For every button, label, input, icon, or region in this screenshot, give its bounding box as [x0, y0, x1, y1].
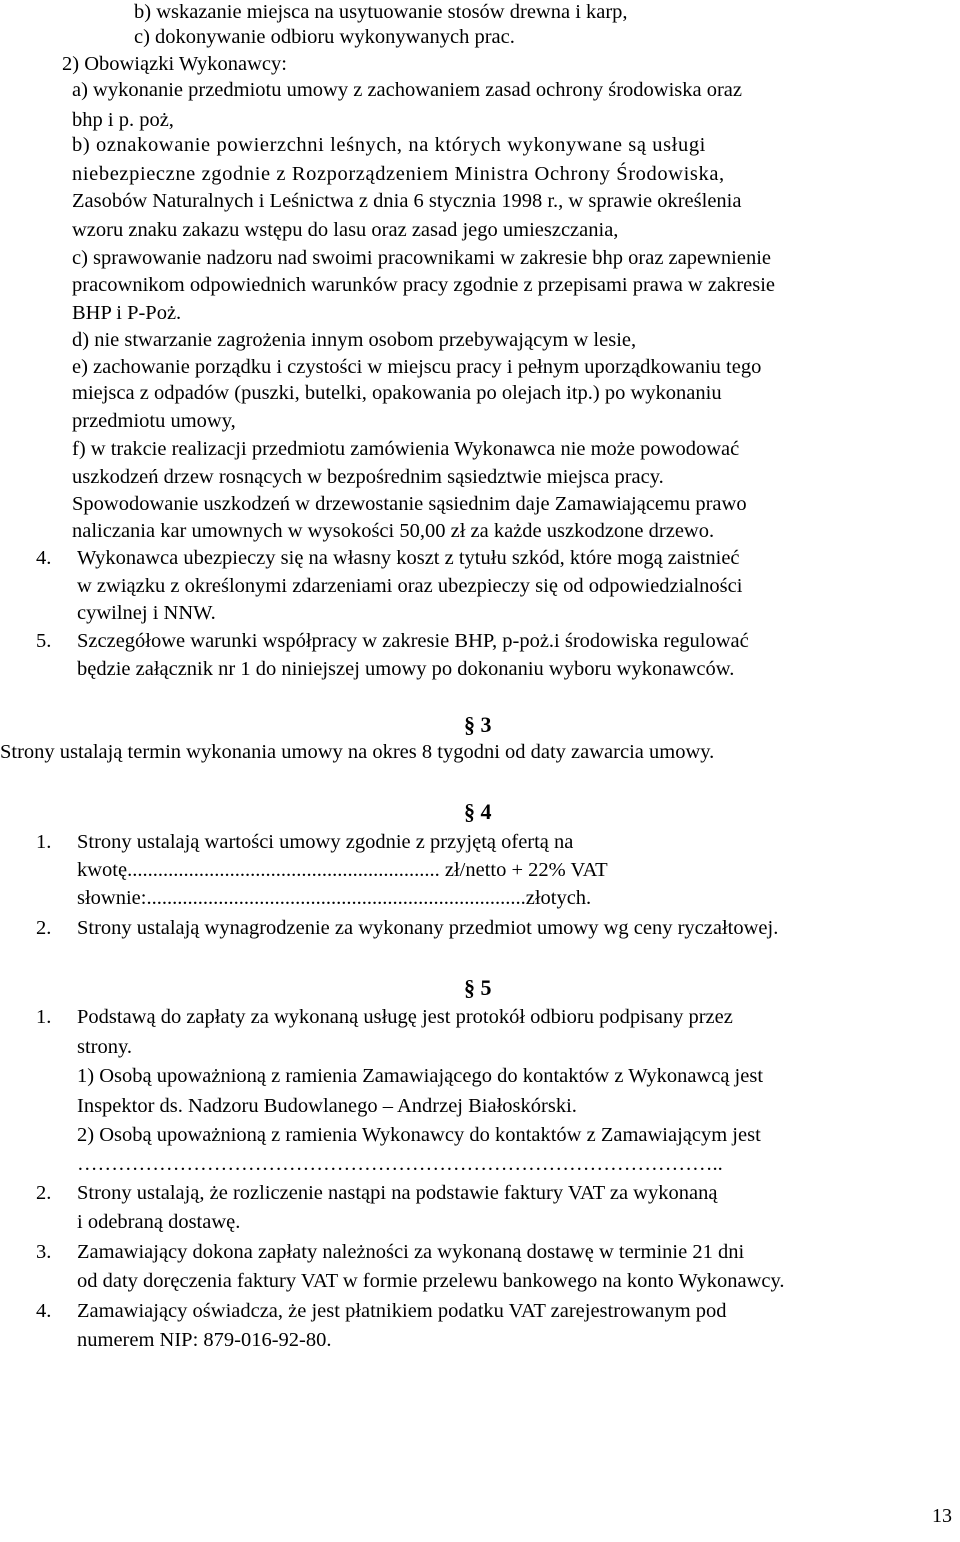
text-line: BHP i P-Poż.	[72, 302, 182, 324]
page-number: 13	[932, 1505, 952, 1527]
text-line: Zamawiający dokona zapłaty należności za wykonaną dostawę w terminie 21 dni	[77, 1241, 745, 1263]
text-line: Strony ustalają termin wykonania umowy na okres 8 tygodni od daty zawarcia umowy.	[0, 741, 715, 763]
text-line: przedmiotu umowy,	[72, 410, 236, 432]
text-line: słownie:..........................................................................złotych.	[77, 887, 592, 909]
text-line: naliczania kar umownych w wysokości 50,00 zł za każde uszkodzone drzewo.	[72, 520, 715, 542]
text-line: 2.	[36, 1182, 52, 1204]
text-line: w związku z określonymi zdarzeniami oraz ubezpieczy się od odpowiedzialności	[77, 575, 743, 597]
text-line: Podstawą do zapłaty za wykonaną usługę jest protokół odbioru podpisany przez	[77, 1006, 733, 1028]
text-line: d) nie stwarzanie zagrożenia innym osobom przebywającym w lesie,	[72, 329, 637, 351]
text-line: 4.	[36, 1300, 52, 1322]
text-line: strony.	[77, 1036, 133, 1058]
text-line: pracownikom odpowiednich warunków pracy zgodnie z przepisami prawa w zakresie	[72, 274, 776, 296]
text-line: Zasobów Naturalnych i Leśnictwa z dnia 6 stycznia 1998 r., w sprawie określenia	[72, 190, 742, 212]
text-line: b) oznakowanie powierzchni leśnych, na których wykonywane są usługi	[72, 134, 706, 156]
text-line: f) w trakcie realizacji przedmiotu zamówienia Wykonawca nie może powodować	[72, 438, 740, 460]
text-line: 5.	[36, 630, 52, 652]
text-line: Inspektor ds. Nadzoru Budowlanego – Andrzej Białoskórski.	[77, 1095, 577, 1117]
text-line: 1.	[36, 831, 52, 853]
text-line: 2.	[36, 917, 52, 939]
section-heading: § 5	[464, 975, 492, 1000]
text-line: c) dokonywanie odbioru wykonywanych prac.	[134, 26, 515, 48]
text-line: e) zachowanie porządku i czystości w miejscu pracy i pełnym uporządkowaniu tego	[72, 356, 762, 378]
text-line: a) wykonanie przedmiotu umowy z zachowaniem zasad ochrony środowiska oraz	[72, 79, 743, 101]
text-line: wzoru znaku zakazu wstępu do lasu oraz zasad jego umieszczania,	[72, 219, 619, 241]
text-line: będzie załącznik nr 1 do niniejszej umowy po dokonaniu wyboru wykonawców.	[77, 658, 735, 680]
text-line: …………………………………………………………………………………..	[77, 1153, 723, 1175]
text-line: miejsca z odpadów (puszki, butelki, opakowania po olejach itp.) po wykonaniu	[72, 382, 722, 404]
section-heading: § 3	[464, 712, 492, 737]
text-line: kwotę............................................................. zł/netto + 22% VAT	[77, 859, 608, 881]
text-line: 1) Osobą upoważnioną z ramienia Zamawiającego do kontaktów z Wykonawcą jest	[77, 1065, 764, 1087]
text-line: niebezpieczne zgodnie z Rozporządzeniem Ministra Ochrony Środowiska,	[72, 163, 725, 185]
text-line: i odebraną dostawę.	[77, 1211, 241, 1233]
text-line: bhp i p. poż,	[72, 109, 174, 131]
text-line: 2) Osobą upoważnioną z ramienia Wykonawcy do kontaktów z Zamawiającym jest	[77, 1124, 761, 1146]
text-line: Szczegółowe warunki współpracy w zakresie BHP, p-poż.i środowiska regulować	[77, 630, 749, 652]
text-line: Spowodowanie uszkodzeń w drzewostanie sąsiednim daje Zamawiającemu prawo	[72, 493, 747, 515]
text-line: numerem NIP: 879-016-92-80.	[77, 1329, 332, 1351]
text-line: 2) Obowiązki Wykonawcy:	[62, 53, 287, 75]
text-line: uszkodzeń drzew rosnących w bezpośrednim sąsiedztwie miejsca pracy.	[72, 466, 664, 488]
text-line: Zamawiający oświadcza, że jest płatnikiem podatku VAT zarejestrowanym pod	[77, 1300, 727, 1322]
text-line: od daty doręczenia faktury VAT w formie przelewu bankowego na konto Wykonawcy.	[77, 1270, 785, 1292]
text-line: Strony ustalają wynagrodzenie za wykonany przedmiot umowy wg ceny ryczałtowej.	[77, 917, 779, 939]
text-line: 3.	[36, 1241, 52, 1263]
text-line: Wykonawca ubezpieczy się na własny koszt z tytułu szkód, które mogą zaistnieć	[77, 547, 740, 569]
section-heading: § 4	[464, 799, 492, 824]
text-line: Strony ustalają, że rozliczenie nastąpi na podstawie faktury VAT za wykonaną	[77, 1182, 718, 1204]
text-line: cywilnej i NNW.	[77, 602, 216, 624]
text-line: b) wskazanie miejsca na usytuowanie stosów drewna i karp,	[134, 1, 628, 23]
text-line: Strony ustalają wartości umowy zgodnie z przyjętą ofertą na	[77, 831, 574, 853]
text-line: 4.	[36, 547, 52, 569]
text-line: c) sprawowanie nadzoru nad swoimi pracownikami w zakresie bhp oraz zapewnienie	[72, 247, 772, 269]
text-line: 1.	[36, 1006, 52, 1028]
